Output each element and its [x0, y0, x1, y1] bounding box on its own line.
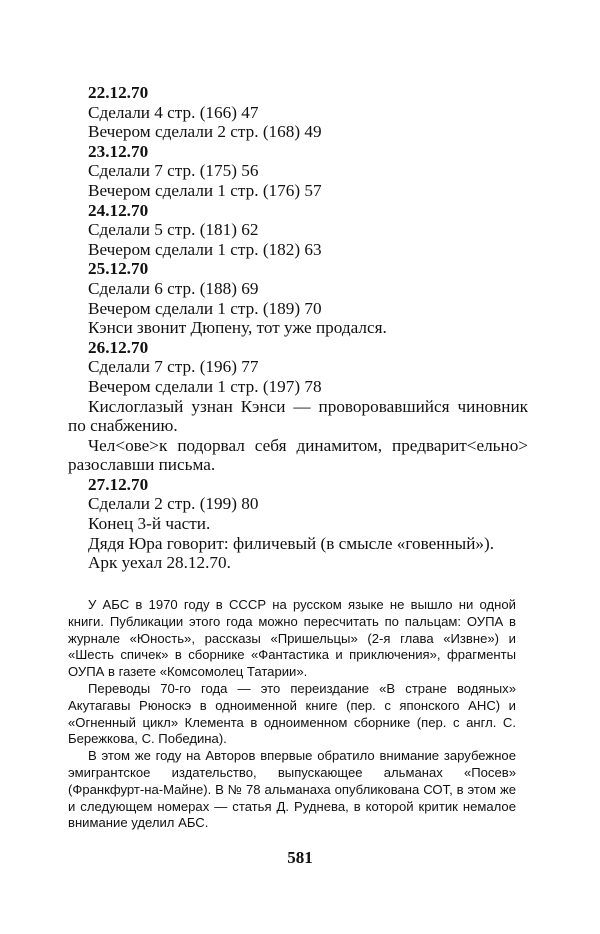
diary-section	[68, 83, 528, 573]
commentary-section	[68, 597, 516, 832]
entry-date: 26.12.70	[88, 337, 149, 357]
entry-date: 23.12.70	[88, 141, 149, 161]
entry-line: Конец 3-й части.	[88, 514, 211, 534]
commentary-paragraph: Переводы 70-го года — это переиздание «В стране водяных» Акутагавы Рюноскэ в одноименной книге (пер. с японского АНС) и «Огненный цикл» Клемента в одноименном сборнике (пер. с англ. С. Бережкова, С. Победина).	[68, 680, 516, 747]
entry-line: Сделали 4 стр. (166) 47	[88, 102, 259, 122]
entry-date: 24.12.70	[88, 200, 149, 220]
entry-line: Арк уехал 28.12.70.	[88, 553, 231, 573]
entry-line: Вечером сделали 2 стр. (168) 49	[88, 122, 322, 142]
entry-date: 22.12.70	[88, 83, 149, 102]
entry-line: Вечером сделали 1 стр. (197) 78	[88, 376, 322, 396]
entry-paragraph: Кислоглазый узнан Кэнси — проворовавшийся чиновник по снабжению.	[68, 396, 528, 436]
entry-line: Сделали 7 стр. (175) 56	[88, 161, 259, 181]
page-number: 581	[287, 848, 313, 867]
entry-date: 25.12.70	[88, 259, 149, 279]
entry-line: Сделали 6 стр. (188) 69	[88, 278, 259, 298]
entry-date: 27.12.70	[88, 474, 149, 494]
commentary-paragraph: В этом же году на Авторов впервые обратило внимание зарубежное эмигрантское издательство, выпускающее альманах «Посев» (Франкфурт-на-Майне). В № 78 альманаха опубликована СОТ, в этом же и следующем номерах — статья Д. Руднева, в которой критик немалое внимание уделил АБС.	[68, 748, 516, 831]
commentary-paragraph: У АБС в 1970 году в СССР на русском языке не вышло ни одной книги. Публикации этого года можно пересчитать по пальцам: ОУПА в журнале «Юность», рассказы «Пришельцы» (2-я глава «Извне») и «Шесть спичек» в сборнике «Фантастика и приключения», фрагменты ОУПА в газете «Комсомолец Татарии».	[68, 597, 516, 680]
entry-line: Вечером сделали 1 стр. (189) 70	[88, 298, 322, 318]
entry-line: Дядя Юра говорит: филичевый (в смысле «говенный»).	[88, 533, 495, 553]
entry-line: Вечером сделали 1 стр. (182) 63	[88, 239, 322, 259]
entry-line: Сделали 7 стр. (196) 77	[88, 357, 259, 377]
entry-line: Кэнси звонит Дюпену, тот уже продался.	[88, 318, 387, 338]
entry-line: Сделали 5 стр. (181) 62	[88, 220, 259, 240]
entry-paragraph: Чел<ове>к подорвал себя динамитом, предварит<ельно> разославши письма.	[68, 435, 528, 475]
entry-line: Вечером сделали 1 стр. (176) 57	[88, 180, 322, 200]
entry-line: Сделали 2 стр. (199) 80	[88, 494, 259, 514]
